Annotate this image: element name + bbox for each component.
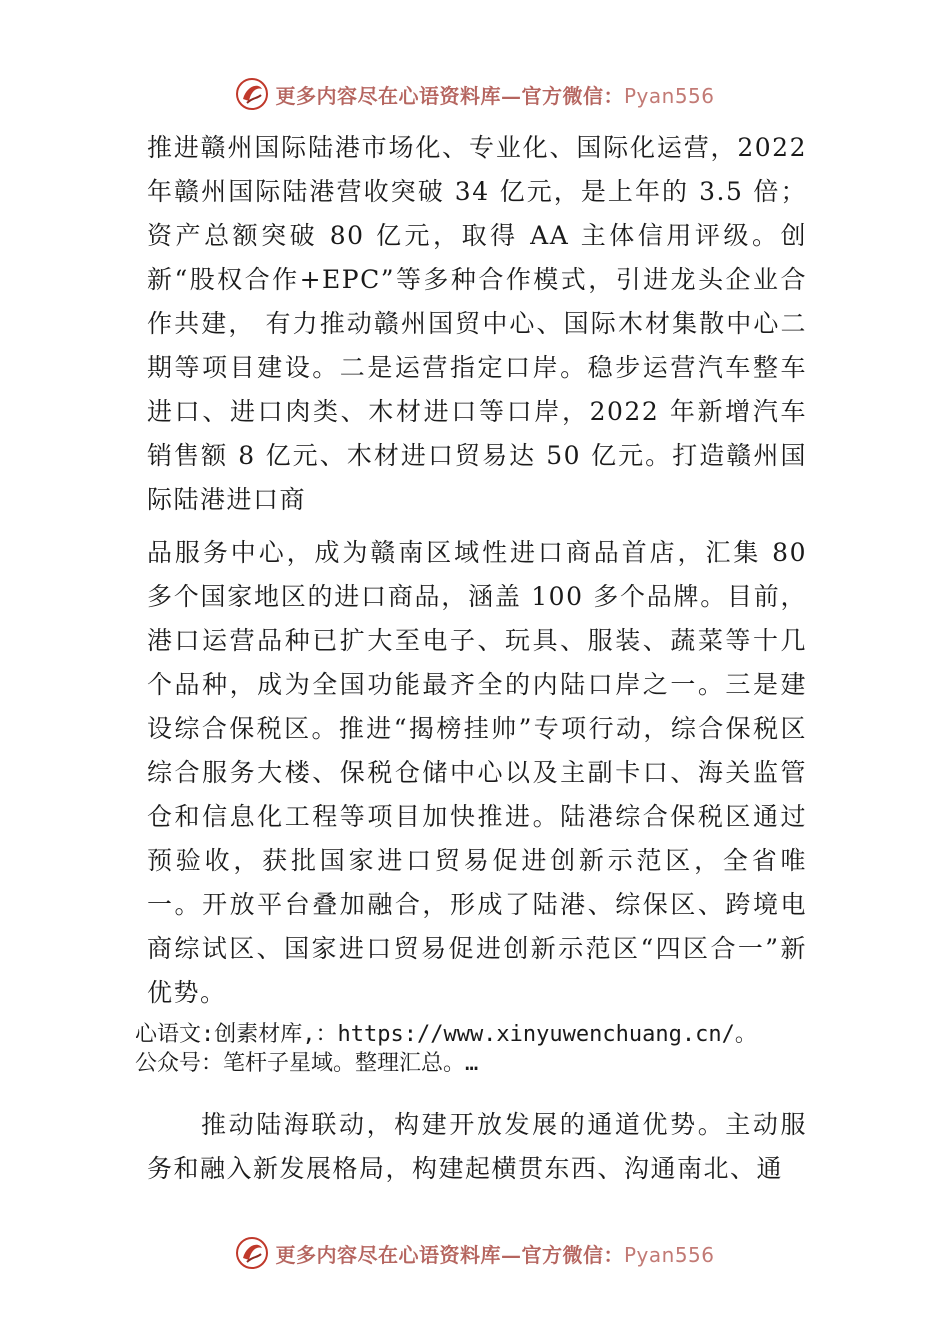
footer-banner-label: 更多内容尽在心语资料库—官方微信： xyxy=(275,1242,624,1267)
footer-wechat-id: Pyan556 xyxy=(623,1242,715,1267)
footer-banner xyxy=(0,1231,950,1275)
paragraph-3: 推动陆海联动，构建开放发展的通道优势。主动服务和融入新发展格局，构建起横贯东西、沟通南北、通 xyxy=(147,1110,807,1183)
source-note-website: 心语文:创素材库,：https://www.xinyuwenchuang.cn/。 xyxy=(135,1022,757,1047)
header-banner xyxy=(0,72,950,116)
paragraph-1: 推进赣州国际陆港市场化、专业化、国际化运营，2022 年赣州国际陆港营收突破 34 亿元，是上年的 3.5 倍；资产总额突破 80 亿元，取得 AA 主体信用评级。创新“股权合作+EPC”等多种合作模式，引进龙头企业合作共建， 有力推动赣州国贸中心、国际木材集散中心二期等项目建设。二是运营指定口岸。稳步运营汽车整车进口、进口肉类、木材进口等口岸，2022 年新增汽车销售额 8 亿元、木材进口贸易达 50 亿元。打造赣州国际陆港进口商 xyxy=(147,133,807,514)
header-banner-text xyxy=(275,80,714,109)
footer-banner-text xyxy=(275,1239,714,1268)
header-banner-label: 更多内容尽在心语资料库—官方微信： xyxy=(275,83,624,108)
source-note-account: 公众号：笔杆子星域。整理汇总。… xyxy=(135,1051,479,1076)
header-wechat-id: Pyan556 xyxy=(623,83,715,108)
paragraph-2: 品服务中心，成为赣南区域性进口商品首店，汇集 80 多个国家地区的进口商品，涵盖 100 多个品牌。目前，港口运营品种已扩大至电子、玩具、服装、蔬菜等十几个品种，成为全国功能最齐全的内陆口岸之一。三是建设综合保税区。推进“揭榜挂帅”专项行动，综合保税区综合服务大楼、保税仓储中心以及主副卡口、海关监管仓和信息化工程等项目加快推进。陆港综合保税区通过预验收，获批国家进口贸易促进创新示范区，全省唯一。开放平台叠加融合，形成了陆港、综保区、跨境电商综试区、国家进口贸易促进创新示范区“四区合一”新优势。 xyxy=(147,538,807,1007)
xinyu-logo-icon xyxy=(235,77,269,111)
xinyu-logo-icon xyxy=(235,1236,269,1270)
